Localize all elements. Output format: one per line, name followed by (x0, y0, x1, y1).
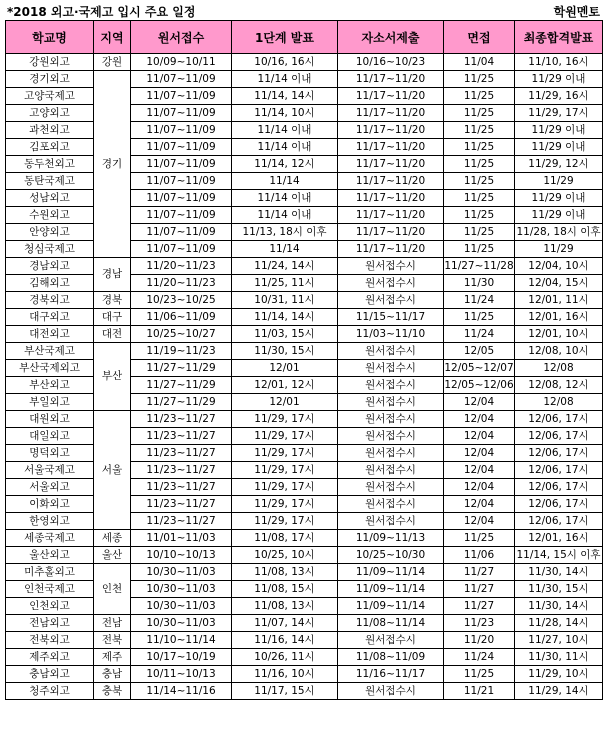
essay-cell: 원서접수시 (338, 292, 444, 309)
stage1-cell: 11/08, 13시 (232, 598, 338, 615)
interview-cell: 11/21 (444, 683, 515, 700)
table-row (6, 632, 603, 649)
table-row (6, 649, 603, 666)
apply-cell: 11/14~11/16 (131, 683, 232, 700)
stage1-cell: 12/01 (232, 360, 338, 377)
final-cell: 12/08, 10시 (515, 343, 603, 360)
stage1-cell: 11/17, 15시 (232, 683, 338, 700)
stage1-cell: 11/16, 14시 (232, 632, 338, 649)
interview-cell: 12/04 (444, 445, 515, 462)
table-row (6, 666, 603, 683)
final-cell: 12/04, 10시 (515, 258, 603, 275)
interview-cell: 11/25 (444, 207, 515, 224)
final-cell: 11/29 (515, 173, 603, 190)
school-name-cell: 경남외고 (6, 258, 94, 275)
stage1-cell: 11/29, 17시 (232, 496, 338, 513)
apply-cell: 10/25~10/27 (131, 326, 232, 343)
essay-cell: 11/17~11/20 (338, 71, 444, 88)
school-name-cell: 경북외고 (6, 292, 94, 309)
apply-cell: 10/09~10/11 (131, 54, 232, 71)
final-cell: 11/29 이내 (515, 207, 603, 224)
stage1-cell: 11/14 이내 (232, 71, 338, 88)
essay-cell: 원서접수시 (338, 343, 444, 360)
apply-cell: 10/30~11/03 (131, 581, 232, 598)
table-row (6, 326, 603, 343)
school-name-cell: 대원외고 (6, 411, 94, 428)
apply-cell: 11/19~11/23 (131, 343, 232, 360)
school-name-cell: 충남외고 (6, 666, 94, 683)
region-cell: 서울 (94, 411, 131, 530)
essay-cell: 11/17~11/20 (338, 173, 444, 190)
table-header-row (6, 21, 603, 54)
apply-cell: 11/23~11/27 (131, 462, 232, 479)
interview-cell: 11/04 (444, 54, 515, 71)
interview-cell: 11/30 (444, 275, 515, 292)
apply-cell: 11/07~11/09 (131, 207, 232, 224)
school-name-cell: 김해외고 (6, 275, 94, 292)
interview-cell: 11/20 (444, 632, 515, 649)
apply-cell: 11/23~11/27 (131, 479, 232, 496)
essay-cell: 원서접수시 (338, 411, 444, 428)
essay-cell: 원서접수시 (338, 632, 444, 649)
interview-cell: 11/24 (444, 292, 515, 309)
stage1-cell: 11/14, 14시 (232, 88, 338, 105)
final-cell: 11/29 이내 (515, 139, 603, 156)
final-cell: 11/29, 14시 (515, 683, 603, 700)
region-cell: 대구 (94, 309, 131, 326)
essay-cell: 원서접수시 (338, 394, 444, 411)
stage1-cell: 11/29, 17시 (232, 411, 338, 428)
region-cell: 세종 (94, 530, 131, 547)
school-name-cell: 경기외고 (6, 71, 94, 88)
header-essay: 자소서제출 (338, 21, 444, 54)
essay-cell: 11/08~11/09 (338, 649, 444, 666)
school-name-cell: 부산외고 (6, 377, 94, 394)
school-name-cell: 울산외고 (6, 547, 94, 564)
essay-cell: 11/17~11/20 (338, 156, 444, 173)
final-cell: 12/06, 17시 (515, 445, 603, 462)
interview-cell: 12/04 (444, 411, 515, 428)
essay-cell: 원서접수시 (338, 513, 444, 530)
school-name-cell: 고양국제고 (6, 88, 94, 105)
region-cell: 부산 (94, 343, 131, 411)
admission-schedule-table (5, 20, 603, 700)
interview-cell: 12/05~12/07 (444, 360, 515, 377)
stage1-cell: 11/25, 11시 (232, 275, 338, 292)
school-name-cell: 명덕외고 (6, 445, 94, 462)
stage1-cell: 10/26, 11시 (232, 649, 338, 666)
final-cell: 12/08 (515, 394, 603, 411)
essay-cell: 원서접수시 (338, 258, 444, 275)
region-cell: 울산 (94, 547, 131, 564)
apply-cell: 10/30~11/03 (131, 615, 232, 632)
apply-cell: 11/07~11/09 (131, 139, 232, 156)
interview-cell: 11/27 (444, 598, 515, 615)
apply-cell: 11/20~11/23 (131, 258, 232, 275)
interview-cell: 11/24 (444, 649, 515, 666)
stage1-cell: 11/13, 18시 이후 (232, 224, 338, 241)
interview-cell: 11/25 (444, 71, 515, 88)
school-name-cell: 전남외고 (6, 615, 94, 632)
school-name-cell: 대구외고 (6, 309, 94, 326)
school-name-cell: 김포외고 (6, 139, 94, 156)
school-name-cell: 성남외고 (6, 190, 94, 207)
interview-cell: 12/04 (444, 394, 515, 411)
essay-cell: 11/17~11/20 (338, 139, 444, 156)
interview-cell: 12/04 (444, 496, 515, 513)
region-cell: 충남 (94, 666, 131, 683)
essay-cell: 11/17~11/20 (338, 224, 444, 241)
region-cell: 충북 (94, 683, 131, 700)
table-row (6, 343, 603, 360)
final-cell: 12/04, 15시 (515, 275, 603, 292)
interview-cell: 11/25 (444, 241, 515, 258)
stage1-cell: 11/14 이내 (232, 122, 338, 139)
school-name-cell: 강원외고 (6, 54, 94, 71)
page-header (0, 0, 607, 18)
interview-cell: 11/25 (444, 88, 515, 105)
interview-cell: 12/04 (444, 428, 515, 445)
final-cell: 11/29, 17시 (515, 105, 603, 122)
school-name-cell: 고양외고 (6, 105, 94, 122)
essay-cell: 10/25~10/30 (338, 547, 444, 564)
apply-cell: 11/06~11/09 (131, 309, 232, 326)
school-name-cell: 부산국제외고 (6, 360, 94, 377)
interview-cell: 11/06 (444, 547, 515, 564)
stage1-cell: 11/29, 17시 (232, 462, 338, 479)
apply-cell: 11/23~11/27 (131, 513, 232, 530)
final-cell: 12/06, 17시 (515, 428, 603, 445)
school-name-cell: 제주외고 (6, 649, 94, 666)
table-row (6, 54, 603, 71)
essay-cell: 11/16~11/17 (338, 666, 444, 683)
table-row (6, 292, 603, 309)
region-cell: 제주 (94, 649, 131, 666)
stage1-cell: 12/01, 12시 (232, 377, 338, 394)
apply-cell: 11/27~11/29 (131, 377, 232, 394)
school-name-cell: 한영외고 (6, 513, 94, 530)
interview-cell: 11/25 (444, 105, 515, 122)
essay-cell: 11/17~11/20 (338, 241, 444, 258)
essay-cell: 11/17~11/20 (338, 122, 444, 139)
table-row (6, 258, 603, 275)
apply-cell: 10/30~11/03 (131, 564, 232, 581)
stage1-cell: 11/07, 14시 (232, 615, 338, 632)
school-name-cell: 청심국제고 (6, 241, 94, 258)
region-cell: 경북 (94, 292, 131, 309)
interview-cell: 11/27 (444, 581, 515, 598)
school-name-cell: 서울외고 (6, 479, 94, 496)
final-cell: 12/08, 12시 (515, 377, 603, 394)
essay-cell: 11/17~11/20 (338, 207, 444, 224)
school-name-cell: 대전외고 (6, 326, 94, 343)
table-row (6, 411, 603, 428)
apply-cell: 10/17~10/19 (131, 649, 232, 666)
apply-cell: 11/20~11/23 (131, 275, 232, 292)
apply-cell: 11/07~11/09 (131, 105, 232, 122)
apply-cell: 11/07~11/09 (131, 88, 232, 105)
region-cell: 경기 (94, 71, 131, 258)
table-row (6, 547, 603, 564)
final-cell: 12/06, 17시 (515, 479, 603, 496)
stage1-cell: 10/25, 10시 (232, 547, 338, 564)
final-cell: 11/29, 10시 (515, 666, 603, 683)
school-name-cell: 세종국제고 (6, 530, 94, 547)
header-school: 학교명 (6, 21, 94, 54)
apply-cell: 11/07~11/09 (131, 241, 232, 258)
essay-cell: 10/16~10/23 (338, 54, 444, 71)
apply-cell: 11/07~11/09 (131, 122, 232, 139)
school-name-cell: 미추홀외고 (6, 564, 94, 581)
interview-cell: 11/24 (444, 326, 515, 343)
stage1-cell: 12/01 (232, 394, 338, 411)
apply-cell: 11/23~11/27 (131, 496, 232, 513)
essay-cell: 11/09~11/13 (338, 530, 444, 547)
region-cell: 강원 (94, 54, 131, 71)
apply-cell: 10/11~10/13 (131, 666, 232, 683)
table-row (6, 71, 603, 88)
apply-cell: 11/23~11/27 (131, 428, 232, 445)
header-apply: 원서접수 (131, 21, 232, 54)
final-cell: 12/06, 17시 (515, 411, 603, 428)
header-stage1: 1단계 발표 (232, 21, 338, 54)
final-cell: 11/30, 11시 (515, 649, 603, 666)
interview-cell: 11/27~11/28 (444, 258, 515, 275)
stage1-cell: 11/03, 15시 (232, 326, 338, 343)
stage1-cell: 11/14, 10시 (232, 105, 338, 122)
final-cell: 11/29 (515, 241, 603, 258)
final-cell: 12/01, 11시 (515, 292, 603, 309)
stage1-cell: 11/08, 13시 (232, 564, 338, 581)
final-cell: 12/01, 16시 (515, 309, 603, 326)
final-cell: 11/30, 14시 (515, 598, 603, 615)
school-name-cell: 전북외고 (6, 632, 94, 649)
region-cell: 전북 (94, 632, 131, 649)
school-name-cell: 청주외고 (6, 683, 94, 700)
essay-cell: 11/17~11/20 (338, 105, 444, 122)
stage1-cell: 11/29, 17시 (232, 445, 338, 462)
stage1-cell: 11/29, 17시 (232, 479, 338, 496)
essay-cell: 원서접수시 (338, 275, 444, 292)
essay-cell: 11/03~11/10 (338, 326, 444, 343)
stage1-cell: 11/29, 17시 (232, 428, 338, 445)
essay-cell: 원서접수시 (338, 479, 444, 496)
school-name-cell: 부산국제고 (6, 343, 94, 360)
page-title: *2018 외고·국제고 입시 주요 일정 (7, 5, 196, 19)
interview-cell: 11/27 (444, 564, 515, 581)
school-name-cell: 안양외고 (6, 224, 94, 241)
essay-cell: 11/08~11/14 (338, 615, 444, 632)
school-name-cell: 수원외고 (6, 207, 94, 224)
apply-cell: 10/23~10/25 (131, 292, 232, 309)
stage1-cell: 10/31, 11시 (232, 292, 338, 309)
essay-cell: 11/09~11/14 (338, 581, 444, 598)
school-name-cell: 과천외고 (6, 122, 94, 139)
interview-cell: 11/25 (444, 530, 515, 547)
essay-cell: 원서접수시 (338, 683, 444, 700)
stage1-cell: 11/14 (232, 173, 338, 190)
school-name-cell: 동탄국제고 (6, 173, 94, 190)
final-cell: 11/29 이내 (515, 122, 603, 139)
final-cell: 11/30, 14시 (515, 564, 603, 581)
table-row (6, 530, 603, 547)
stage1-cell: 11/16, 10시 (232, 666, 338, 683)
interview-cell: 12/04 (444, 462, 515, 479)
essay-cell: 11/09~11/14 (338, 598, 444, 615)
stage1-cell: 11/14 이내 (232, 207, 338, 224)
stage1-cell: 11/08, 15시 (232, 581, 338, 598)
stage1-cell: 11/14 이내 (232, 139, 338, 156)
apply-cell: 11/07~11/09 (131, 71, 232, 88)
region-cell: 인천 (94, 564, 131, 615)
stage1-cell: 11/24, 14시 (232, 258, 338, 275)
interview-cell: 12/04 (444, 513, 515, 530)
interview-cell: 11/25 (444, 156, 515, 173)
stage1-cell: 11/14, 12시 (232, 156, 338, 173)
apply-cell: 11/10~11/14 (131, 632, 232, 649)
table-row (6, 309, 603, 326)
essay-cell: 원서접수시 (338, 445, 444, 462)
apply-cell: 11/01~11/03 (131, 530, 232, 547)
apply-cell: 11/07~11/09 (131, 173, 232, 190)
final-cell: 12/01, 16시 (515, 530, 603, 547)
table-row (6, 615, 603, 632)
header-final: 최종합격발표 (515, 21, 603, 54)
school-name-cell: 동두천외고 (6, 156, 94, 173)
interview-cell: 11/25 (444, 173, 515, 190)
final-cell: 11/30, 15시 (515, 581, 603, 598)
final-cell: 12/06, 17시 (515, 462, 603, 479)
final-cell: 11/29 이내 (515, 71, 603, 88)
school-name-cell: 대일외고 (6, 428, 94, 445)
final-cell: 11/10, 16시 (515, 54, 603, 71)
essay-cell: 11/17~11/20 (338, 190, 444, 207)
table-row (6, 683, 603, 700)
final-cell: 11/14, 15시 이후 (515, 547, 603, 564)
school-name-cell: 인천외고 (6, 598, 94, 615)
interview-cell: 11/25 (444, 224, 515, 241)
apply-cell: 10/30~11/03 (131, 598, 232, 615)
interview-cell: 11/25 (444, 122, 515, 139)
interview-cell: 12/05~12/06 (444, 377, 515, 394)
apply-cell: 10/10~10/13 (131, 547, 232, 564)
essay-cell: 원서접수시 (338, 377, 444, 394)
apply-cell: 11/07~11/09 (131, 190, 232, 207)
final-cell: 12/01, 10시 (515, 326, 603, 343)
apply-cell: 11/27~11/29 (131, 394, 232, 411)
final-cell: 11/28, 14시 (515, 615, 603, 632)
school-name-cell: 인천국제고 (6, 581, 94, 598)
final-cell: 11/29 이내 (515, 190, 603, 207)
final-cell: 11/27, 10시 (515, 632, 603, 649)
table-row (6, 564, 603, 581)
school-name-cell: 부일외고 (6, 394, 94, 411)
header-interview: 면접 (444, 21, 515, 54)
apply-cell: 11/07~11/09 (131, 224, 232, 241)
region-cell: 대전 (94, 326, 131, 343)
interview-cell: 12/05 (444, 343, 515, 360)
interview-cell: 11/25 (444, 190, 515, 207)
brand-label: 학원멘토 (553, 5, 600, 19)
essay-cell: 11/09~11/14 (338, 564, 444, 581)
stage1-cell: 11/14 (232, 241, 338, 258)
essay-cell: 원서접수시 (338, 428, 444, 445)
interview-cell: 11/25 (444, 309, 515, 326)
stage1-cell: 11/29, 17시 (232, 513, 338, 530)
stage1-cell: 11/30, 15시 (232, 343, 338, 360)
apply-cell: 11/23~11/27 (131, 411, 232, 428)
header-region: 지역 (94, 21, 131, 54)
essay-cell: 원서접수시 (338, 462, 444, 479)
essay-cell: 11/17~11/20 (338, 88, 444, 105)
final-cell: 11/29, 16시 (515, 88, 603, 105)
interview-cell: 11/25 (444, 666, 515, 683)
stage1-cell: 11/14 이내 (232, 190, 338, 207)
apply-cell: 11/07~11/09 (131, 156, 232, 173)
interview-cell: 11/23 (444, 615, 515, 632)
apply-cell: 11/27~11/29 (131, 360, 232, 377)
interview-cell: 12/04 (444, 479, 515, 496)
stage1-cell: 11/14, 14시 (232, 309, 338, 326)
final-cell: 11/29, 12시 (515, 156, 603, 173)
table-body (6, 54, 603, 700)
final-cell: 12/06, 17시 (515, 496, 603, 513)
stage1-cell: 10/16, 16시 (232, 54, 338, 71)
essay-cell: 원서접수시 (338, 360, 444, 377)
final-cell: 11/28, 18시 이후 (515, 224, 603, 241)
school-name-cell: 이화외고 (6, 496, 94, 513)
region-cell: 전남 (94, 615, 131, 632)
stage1-cell: 11/08, 17시 (232, 530, 338, 547)
final-cell: 12/08 (515, 360, 603, 377)
school-name-cell: 서울국제고 (6, 462, 94, 479)
final-cell: 12/06, 17시 (515, 513, 603, 530)
region-cell: 경남 (94, 258, 131, 292)
interview-cell: 11/25 (444, 139, 515, 156)
essay-cell: 11/15~11/17 (338, 309, 444, 326)
essay-cell: 원서접수시 (338, 496, 444, 513)
apply-cell: 11/23~11/27 (131, 445, 232, 462)
